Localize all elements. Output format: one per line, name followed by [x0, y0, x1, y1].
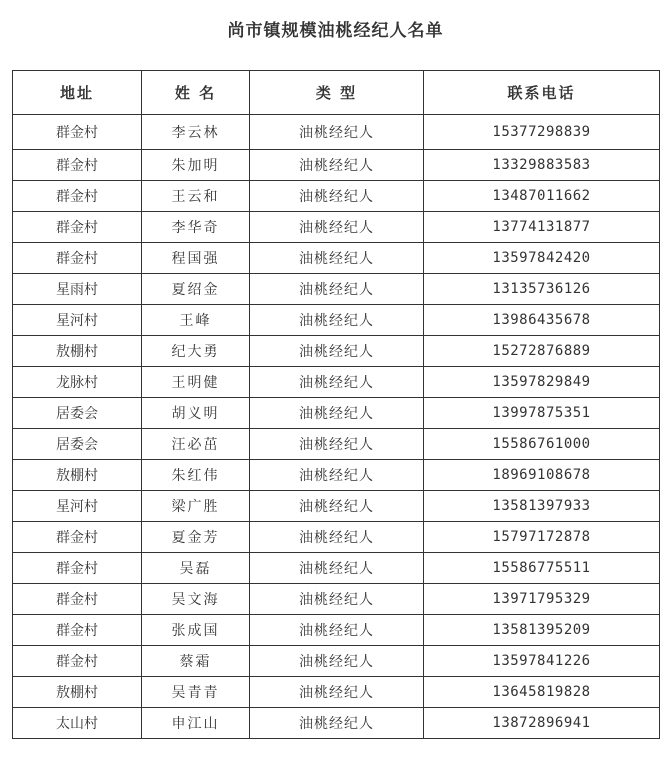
- header-type: 类 型: [250, 71, 424, 115]
- cell-address: 群金村: [13, 522, 142, 553]
- cell-name: 李云林: [142, 115, 250, 150]
- cell-phone: 13774131877: [424, 212, 660, 243]
- cell-phone: 18969108678: [424, 460, 660, 491]
- cell-phone: 13487011662: [424, 181, 660, 212]
- cell-address: 群金村: [13, 243, 142, 274]
- cell-name: 王峰: [142, 305, 250, 336]
- cell-phone: 13597841226: [424, 646, 660, 677]
- table-row: [13, 584, 660, 615]
- document-title: 尚市镇规模油桃经纪人名单: [227, 21, 444, 41]
- cell-type: 油桃经纪人: [250, 274, 424, 305]
- table-row: [13, 305, 660, 336]
- cell-address: 群金村: [13, 584, 142, 615]
- cell-phone: 13597829849: [424, 367, 660, 398]
- cell-type: 油桃经纪人: [250, 429, 424, 460]
- cell-address: 敖棚村: [13, 336, 142, 367]
- cell-type: 油桃经纪人: [250, 305, 424, 336]
- cell-name: 吴青青: [142, 677, 250, 708]
- table-header-row: [13, 71, 660, 115]
- table-row: [13, 274, 660, 305]
- cell-phone: 15272876889: [424, 336, 660, 367]
- cell-phone: 13872896941: [424, 708, 660, 739]
- table-row: [13, 367, 660, 398]
- broker-table: [12, 70, 660, 739]
- cell-address: 星河村: [13, 305, 142, 336]
- cell-address: 龙脉村: [13, 367, 142, 398]
- cell-address: 星雨村: [13, 274, 142, 305]
- cell-phone: 13597842420: [424, 243, 660, 274]
- cell-phone: 13329883583: [424, 150, 660, 181]
- table-row: [13, 212, 660, 243]
- cell-address: 居委会: [13, 429, 142, 460]
- cell-name: 夏绍金: [142, 274, 250, 305]
- cell-address: 群金村: [13, 181, 142, 212]
- cell-type: 油桃经纪人: [250, 367, 424, 398]
- cell-phone: 15586775511: [424, 553, 660, 584]
- cell-phone: 13986435678: [424, 305, 660, 336]
- table-row: [13, 398, 660, 429]
- table-row: [13, 181, 660, 212]
- cell-name: 程国强: [142, 243, 250, 274]
- cell-type: 油桃经纪人: [250, 398, 424, 429]
- cell-phone: 13997875351: [424, 398, 660, 429]
- cell-type: 油桃经纪人: [250, 522, 424, 553]
- cell-name: 朱加明: [142, 150, 250, 181]
- cell-phone: 13971795329: [424, 584, 660, 615]
- cell-address: 群金村: [13, 553, 142, 584]
- cell-address: 太山村: [13, 708, 142, 739]
- cell-name: 纪大勇: [142, 336, 250, 367]
- table-row: [13, 677, 660, 708]
- table-row: [13, 336, 660, 367]
- cell-name: 李华奇: [142, 212, 250, 243]
- cell-name: 吴磊: [142, 553, 250, 584]
- cell-type: 油桃经纪人: [250, 491, 424, 522]
- table-row: [13, 115, 660, 150]
- cell-address: 群金村: [13, 115, 142, 150]
- table-row: [13, 615, 660, 646]
- cell-phone: 13581395209: [424, 615, 660, 646]
- cell-name: 蔡霜: [142, 646, 250, 677]
- cell-type: 油桃经纪人: [250, 115, 424, 150]
- cell-phone: 13581397933: [424, 491, 660, 522]
- cell-phone: 15586761000: [424, 429, 660, 460]
- header-name: 姓 名: [142, 71, 250, 115]
- cell-phone: 13645819828: [424, 677, 660, 708]
- cell-address: 群金村: [13, 150, 142, 181]
- cell-name: 胡义明: [142, 398, 250, 429]
- cell-phone: 13135736126: [424, 274, 660, 305]
- table-row: [13, 522, 660, 553]
- table-row: [13, 646, 660, 677]
- table-row: [13, 243, 660, 274]
- cell-name: 朱红伟: [142, 460, 250, 491]
- cell-name: 张成国: [142, 615, 250, 646]
- cell-name: 夏金芳: [142, 522, 250, 553]
- table-row: [13, 460, 660, 491]
- header-address: 地址: [13, 71, 142, 115]
- cell-type: 油桃经纪人: [250, 336, 424, 367]
- cell-type: 油桃经纪人: [250, 460, 424, 491]
- cell-name: 梁广胜: [142, 491, 250, 522]
- cell-type: 油桃经纪人: [250, 677, 424, 708]
- cell-type: 油桃经纪人: [250, 181, 424, 212]
- cell-address: 群金村: [13, 212, 142, 243]
- cell-phone: 15377298839: [424, 115, 660, 150]
- cell-name: 申江山: [142, 708, 250, 739]
- cell-type: 油桃经纪人: [250, 553, 424, 584]
- cell-address: 群金村: [13, 615, 142, 646]
- table-row: [13, 429, 660, 460]
- cell-type: 油桃经纪人: [250, 646, 424, 677]
- cell-name: 王云和: [142, 181, 250, 212]
- cell-type: 油桃经纪人: [250, 150, 424, 181]
- cell-address: 敖棚村: [13, 677, 142, 708]
- header-phone: 联系电话: [424, 71, 660, 115]
- cell-type: 油桃经纪人: [250, 615, 424, 646]
- cell-address: 敖棚村: [13, 460, 142, 491]
- cell-type: 油桃经纪人: [250, 584, 424, 615]
- cell-name: 吴文海: [142, 584, 250, 615]
- cell-phone: 15797172878: [424, 522, 660, 553]
- cell-name: 汪必茁: [142, 429, 250, 460]
- table-row: [13, 150, 660, 181]
- cell-address: 星河村: [13, 491, 142, 522]
- cell-address: 群金村: [13, 646, 142, 677]
- table-row: [13, 708, 660, 739]
- cell-type: 油桃经纪人: [250, 212, 424, 243]
- table-row: [13, 491, 660, 522]
- cell-type: 油桃经纪人: [250, 708, 424, 739]
- table-row: [13, 553, 660, 584]
- cell-type: 油桃经纪人: [250, 243, 424, 274]
- cell-name: 王明健: [142, 367, 250, 398]
- cell-address: 居委会: [13, 398, 142, 429]
